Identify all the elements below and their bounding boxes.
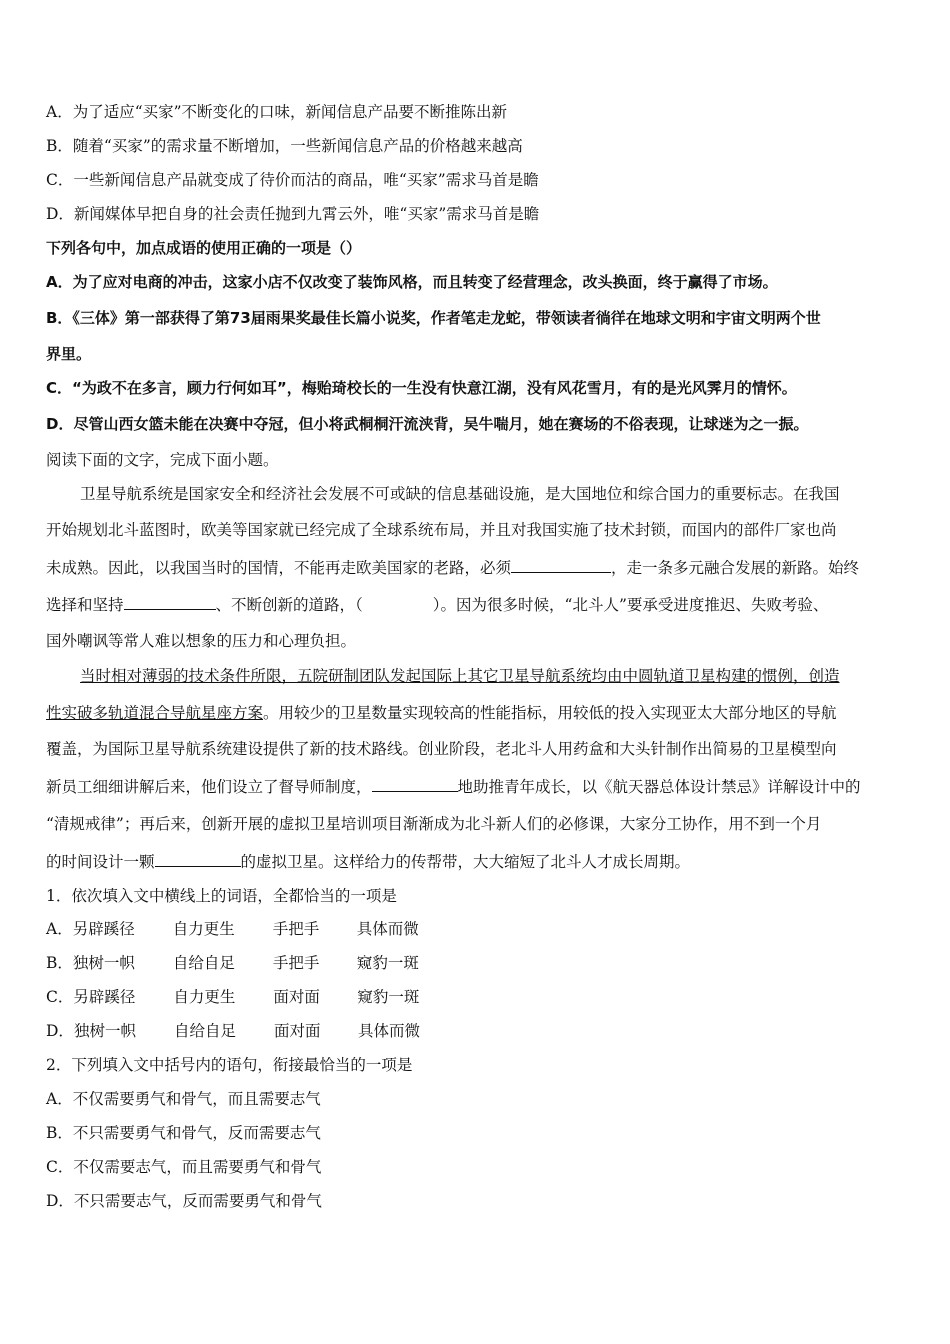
word: 具体而微 [357, 1022, 420, 1040]
word: 窥豹一斑 [356, 954, 419, 972]
fill-blank-1 [511, 556, 611, 573]
word: 自给自足 [173, 1022, 236, 1040]
word: 独树一帜 [73, 1022, 136, 1040]
word: 手把手 [272, 920, 320, 938]
option-c: C．一些新闻信息产品就变成了待价而沽的商品，唯“买家”需求马首是瞻 [46, 171, 539, 189]
passage-line: 国外嘲讽等常人难以想象的压力和心理负担。 [46, 632, 357, 650]
option-label: B． [46, 954, 73, 972]
reading-intro: 阅读下面的文字，完成下面小题。 [46, 451, 279, 469]
option-b: B．随着“买家”的需求量不断增加，一些新闻信息产品的价格越来越高 [46, 137, 523, 155]
question-stem: 2．下列填入文中括号内的语句，衔接最恰当的一项是 [46, 1056, 413, 1074]
passage-line [46, 702, 908, 724]
passage-text: 的虚拟卫星。这样给力的传帮带，大大缩短了北斗人才成长周期。 [240, 853, 691, 871]
option-d: D．尽管山西女篮未能在决赛中夺冠，但小将武桐桐汗流浃背，吴牛喘月，她在赛场的不俗表现，让球迷为之一振。 [46, 415, 809, 433]
underlined-sentence: 性实破多轨道混合导航星座方案 [46, 704, 264, 722]
passage-text: 未成熟。因此，以我国当时的国情，不能再走欧美国家的老路，必须 [46, 559, 512, 577]
underlined-sentence: 当时相对薄弱的技术条件所限，五院研制团队发起国际上其它卫星导航系统均由中圆轨道卫星构建的惯例，创造 [80, 667, 840, 685]
word: 具体而微 [356, 920, 419, 938]
option-label: A． [46, 920, 73, 938]
word: 自力更生 [172, 920, 235, 938]
option-label: D． [46, 1022, 74, 1040]
question-stem: 下列各句中，加点成语的使用正确的一项是（） [46, 239, 362, 257]
word: 面对面 [273, 1022, 321, 1040]
question-stem: 1．依次填入文中横线上的词语，全都恰当的一项是 [46, 887, 397, 905]
q1-option-c [46, 986, 908, 1008]
word: 面对面 [273, 988, 320, 1006]
option-d: D．新闻媒体早把自身的社会责任抛到九霄云外，唯“买家”需求马首是瞻 [46, 205, 540, 223]
passage-line [46, 593, 908, 616]
fill-blank-4 [155, 850, 241, 867]
q2-option-c: C．不仅需要志气，而且需要勇气和骨气 [46, 1158, 322, 1176]
passage-text: 、不断创新的道路，（ [215, 596, 363, 614]
word: 独树一帜 [72, 954, 135, 972]
q2-option-a: A．不仅需要勇气和骨气，而且需要志气 [46, 1090, 321, 1108]
option-c: C．“为政不在多言，顾力行何如耳”，梅贻琦校长的一生没有快意江湖，没有风花雪月，有的是光风霁月的情怀。 [46, 379, 797, 397]
option-b: B．《三体》第一部获得了第73届雨果奖最佳长篇小说奖，作者笔走龙蛇，带领读者徜徉在地球文明和宇宙文明两个世 [46, 309, 821, 327]
option-label: C． [46, 988, 74, 1006]
word: 自力更生 [173, 988, 236, 1006]
option-a: A．为了适应“买家”不断变化的口味，新闻信息产品要不断推陈出新 [46, 103, 508, 121]
passage-line [46, 556, 908, 579]
q1-option-b [46, 952, 908, 974]
passage-text: 地助推青年成长，以《航天器总体设计禁忌》详解设计中的 [457, 778, 861, 796]
passage-line [46, 775, 908, 798]
q1-option-a [46, 918, 908, 940]
passage-line: “清规戒律”；再后来，创新开展的虚拟卫星培训项目渐渐成为北斗新人们的必修课，大家分工协作，用不到一个月 [46, 815, 822, 833]
passage-line: 开始规划北斗蓝图时，欧美等国家就已经完成了全球系统布局，并且对我国实施了技术封锁，而国内的部件厂家也尚 [46, 521, 837, 539]
passage-line [46, 850, 908, 873]
q2-option-d: D．不只需要志气，反而需要勇气和骨气 [46, 1192, 322, 1210]
word: 自给自足 [172, 954, 235, 972]
word: 另辟蹊径 [72, 920, 135, 938]
passage-text: 选择和坚持 [46, 596, 124, 614]
passage-text: 。用较少的卫星数量实现较高的性能指标，用较低的投入实现亚太大部分地区的导航 [263, 704, 837, 722]
passage-text: 的时间设计一颗 [46, 853, 155, 871]
passage-line: 覆盖，为国际卫星导航系统建设提供了新的技术路线。创业阶段，老北斗人用药盒和大头针制作出简易的卫星模型向 [46, 740, 837, 758]
word: 窥豹一斑 [357, 988, 420, 1006]
passage-text: ，走一条多元融合发展的新路。始终 [611, 559, 860, 577]
option-a: A．为了应对电商的冲击，这家小店不仅改变了装饰风格，而且转变了经营理念，改头换面，终于赢得了市场。 [46, 273, 778, 291]
word: 手把手 [272, 954, 320, 972]
passage-text: ）。因为很多时候，“北斗人”要承受进度推迟、失败考验、 [432, 596, 829, 614]
fill-blank-2 [124, 593, 216, 610]
passage-text: 新员工细细讲解后来，他们设立了督导师制度， [46, 778, 372, 796]
option-b-continued: 界里。 [46, 345, 92, 363]
q2-option-b: B．不只需要勇气和骨气，反而需要志气 [46, 1124, 321, 1142]
passage-line: 卫星导航系统是国家安全和经济社会发展不可或缺的信息基础设施，是大国地位和综合国力的重要标志。在我国 [80, 485, 840, 503]
word: 另辟蹊径 [73, 988, 136, 1006]
fill-blank-3 [372, 775, 458, 792]
q1-option-d [46, 1020, 908, 1042]
